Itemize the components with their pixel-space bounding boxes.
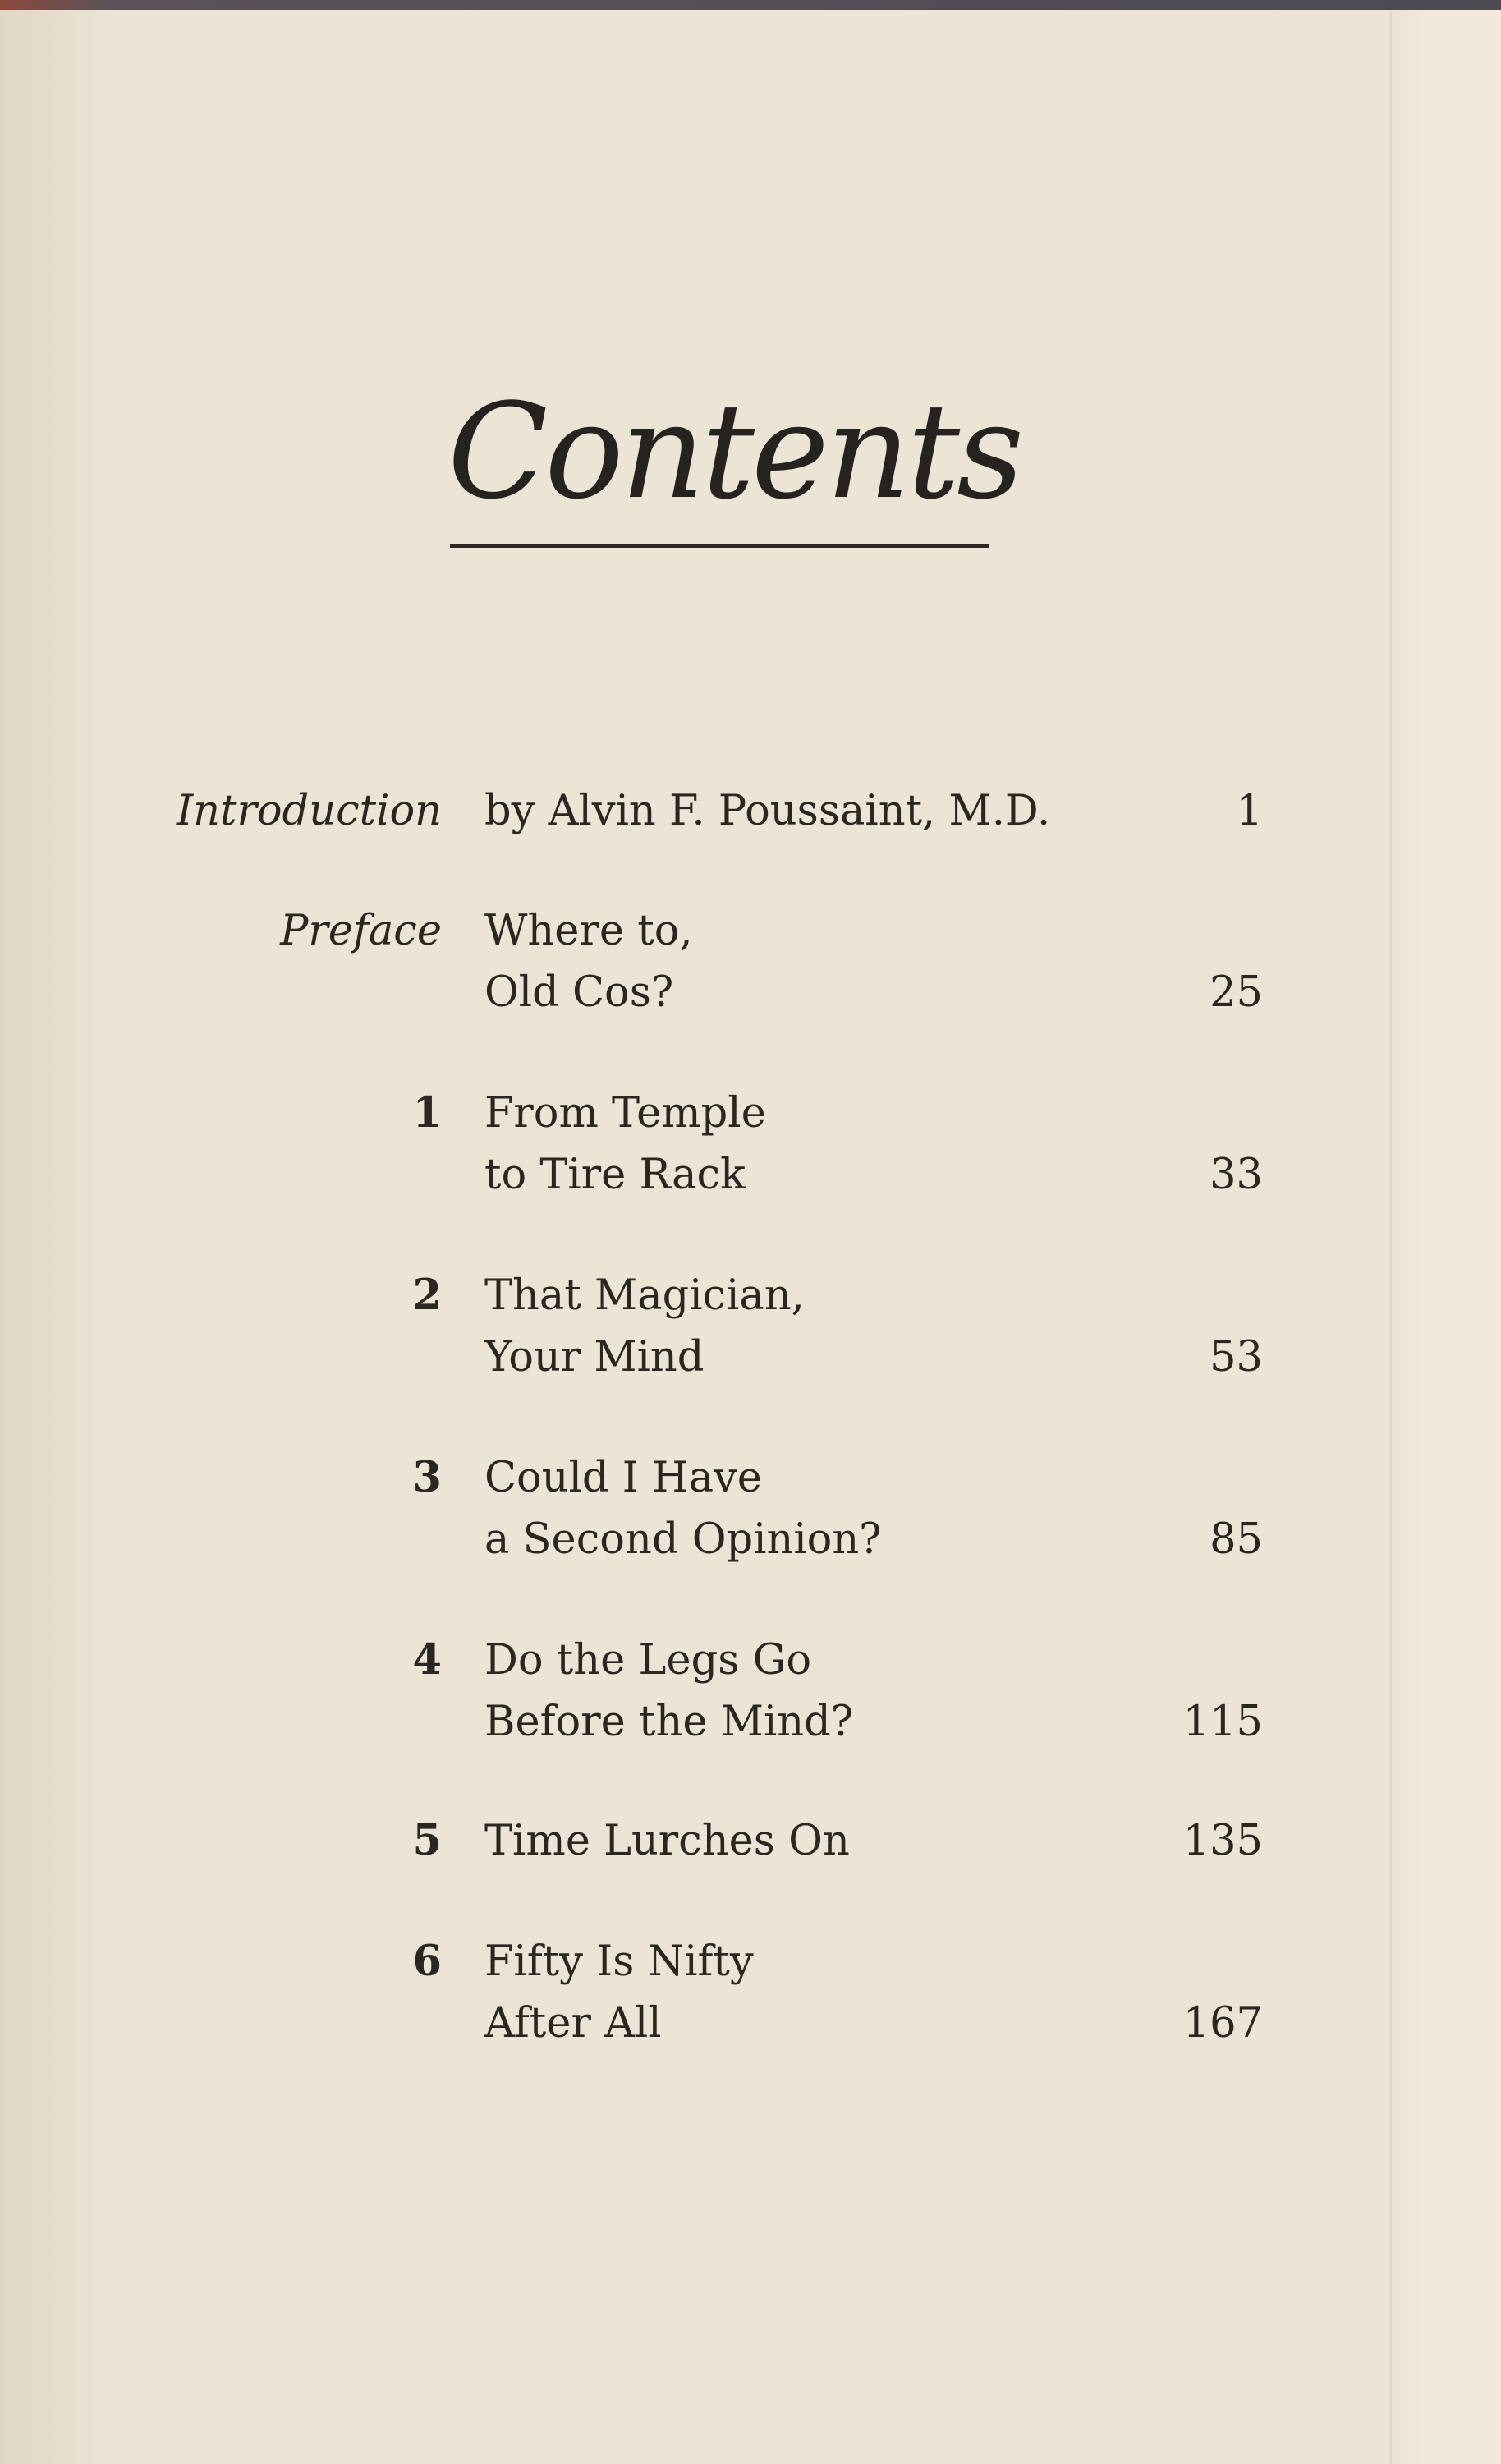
entry-label: Introduction	[177, 787, 442, 835]
entry-title-line: to Tire Rack	[484, 1151, 746, 1199]
entry-title	[484, 900, 1166, 1023]
entry-title-line: Before the Mind?	[484, 1698, 854, 1746]
entry-title-line: From Temple	[484, 1089, 766, 1138]
entry-title-line: After All	[484, 1999, 662, 2048]
entry-title	[484, 1931, 1166, 2054]
entry-page-number: 53	[1210, 1333, 1263, 1381]
entry-label: 6	[412, 1937, 442, 1986]
entry-page-number: 135	[1182, 1817, 1263, 1865]
entry-page-number: 85	[1210, 1515, 1263, 1564]
entry-page-number: 167	[1182, 1999, 1263, 2048]
entry-title-line: by Alvin F. Poussaint, M.D.	[484, 787, 1051, 835]
entry-title-line: Could I Have	[484, 1454, 762, 1502]
entry-title-line: Old Cos?	[484, 968, 674, 1017]
entry-label: 5	[412, 1816, 442, 1865]
entry-title	[484, 1447, 1166, 1570]
entry-page-number: 25	[1210, 968, 1263, 1017]
entry-label: 2	[412, 1271, 442, 1320]
page-title: Contents	[448, 375, 1021, 528]
entry-title-line: a Second Opinion?	[484, 1515, 882, 1564]
entry-title-line: Your Mind	[484, 1333, 705, 1381]
entry-label: 1	[412, 1088, 442, 1138]
entry-title-line: Where to,	[484, 907, 693, 955]
entry-label: Preface	[280, 907, 442, 955]
entry-title-line: Do the Legs Go	[484, 1636, 812, 1685]
entry-title-line: That Magician,	[484, 1271, 805, 1320]
entry-title	[484, 1630, 1166, 1753]
entry-title	[484, 1810, 1166, 1872]
entry-title-line: Time Lurches On	[484, 1817, 850, 1865]
entry-title-line: Fifty Is Nifty	[484, 1938, 754, 1986]
entry-title	[484, 1265, 1166, 1388]
entry-page-number: 33	[1210, 1151, 1263, 1199]
entry-label: 4	[412, 1635, 442, 1685]
entry-page-number: 1	[1236, 787, 1263, 835]
entry-page-number: 115	[1182, 1698, 1263, 1746]
entry-title	[484, 780, 1166, 842]
entry-title	[484, 1083, 1166, 1206]
entry-label: 3	[412, 1453, 442, 1502]
